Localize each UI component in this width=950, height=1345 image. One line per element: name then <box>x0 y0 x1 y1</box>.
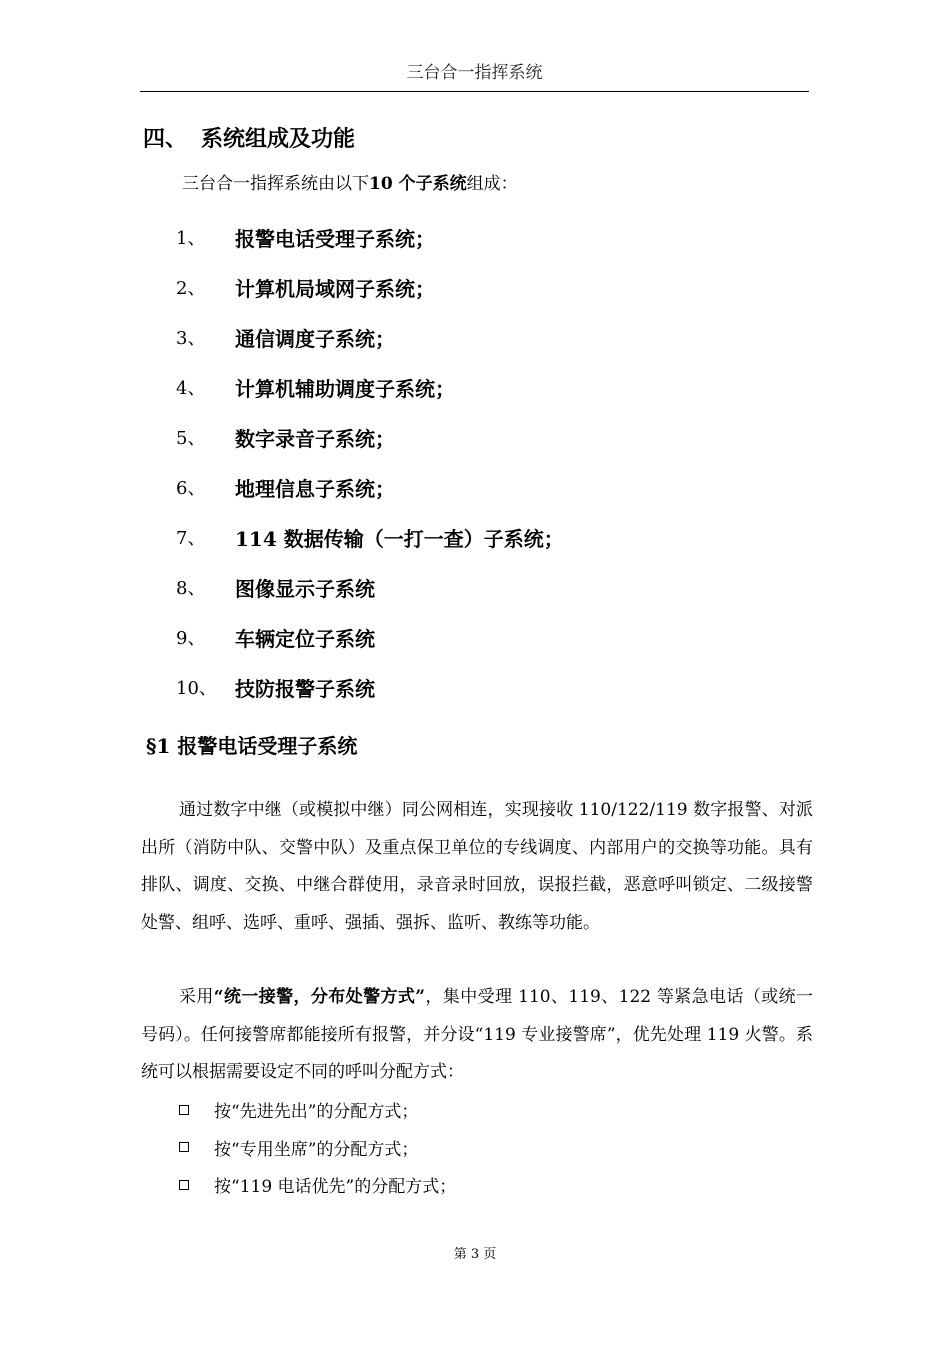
list-item-index: 1、 <box>176 228 206 249</box>
list-item-label: 数字录音子系统； <box>235 426 395 451</box>
list-item <box>176 1129 796 1167</box>
list-item <box>176 562 816 612</box>
list-item <box>176 412 816 462</box>
list-item-index: 8、 <box>176 578 206 599</box>
page-header-title: 三台合一指挥系统 <box>406 63 543 83</box>
square-bullet-icon <box>179 1142 189 1152</box>
paragraph-2 <box>141 979 813 1092</box>
bullet-text: 按“119 电话优先”的分配方式； <box>214 1177 457 1198</box>
list-item-index: 9、 <box>176 628 206 649</box>
list-item-index: 4、 <box>176 378 206 399</box>
page-number: 第 3 页 <box>453 1247 497 1262</box>
list-item-index: 5、 <box>176 428 206 449</box>
subsystem-list <box>176 212 816 712</box>
subsection-heading: §1 报警电话受理子系统 <box>146 734 358 758</box>
list-item <box>176 462 816 512</box>
list-item-index: 6、 <box>176 478 206 499</box>
intro-suffix: 组成： <box>466 174 518 194</box>
paragraph-2-prefix: 采用 <box>179 987 214 1007</box>
bullet-text: 按“先进先出”的分配方式； <box>214 1102 419 1123</box>
list-item <box>176 612 816 662</box>
square-bullet-icon <box>179 1180 189 1190</box>
list-item <box>176 262 816 312</box>
list-item-label: 计算机局域网子系统； <box>235 276 435 301</box>
list-item <box>176 212 816 262</box>
section-heading <box>143 124 355 154</box>
list-item-index: 7、 <box>176 528 206 549</box>
list-item <box>176 1166 796 1204</box>
square-bullet-icon <box>179 1105 189 1115</box>
intro-emphasis: 10 个子系统 <box>369 174 467 194</box>
list-item <box>176 1091 796 1129</box>
list-item-label: 通信调度子系统； <box>235 326 395 351</box>
list-item <box>176 312 816 362</box>
paragraph-2-emphasis: “统一接警，分布处警方式” <box>213 987 426 1007</box>
section-number: 四、 <box>143 126 188 152</box>
list-item-label: 报警电话受理子系统； <box>235 226 435 251</box>
list-item-label: 车辆定位子系统 <box>235 626 375 651</box>
list-item-index: 2、 <box>176 278 206 299</box>
list-item-label: 技防报警子系统 <box>235 676 375 701</box>
list-item-label: 114 数据传输（一打一查）子系统； <box>235 526 564 551</box>
bullet-text: 按“专用坐席”的分配方式； <box>214 1139 419 1160</box>
header-divider <box>140 91 809 92</box>
paragraph-1: 通过数字中继（或模拟中继）同公网相连，实现接收 110/122/119 数字报警、对派出所（消防中队、交警中队）及重点保卫单位的专线调度、内部用户的交换等功能。具有排队、调度、交换、中继合群使用，录音录时回放，误报拦截，恶意呼叫锁定、二级接警处警、组呼、选呼、重呼、强插、强拆、监听、教练等功能。 <box>141 800 813 933</box>
list-item-label: 计算机辅助调度子系统； <box>235 376 455 401</box>
paragraph-2-suffix: ，集中受理 110、119、122 等紧急电话（或统一号码）。任何接警席都能接所有报警，并分设“119 专业接警席”，优先处理 119 火警。系统可以根据需要设定不同的呼叫分配方式： <box>141 987 813 1082</box>
section-title: 系统组成及功能 <box>201 126 356 152</box>
list-item-label: 地理信息子系统； <box>235 476 395 501</box>
list-item <box>176 362 816 412</box>
intro-prefix: 三台合一指挥系统由以下 <box>182 174 369 194</box>
list-item-label: 图像显示子系统 <box>235 576 375 601</box>
intro-sentence <box>182 172 518 196</box>
list-item <box>176 512 816 562</box>
list-item <box>176 662 816 712</box>
allocation-mode-list <box>176 1091 796 1204</box>
list-item-index: 3、 <box>176 328 206 349</box>
list-item-index: 10、 <box>176 678 217 699</box>
